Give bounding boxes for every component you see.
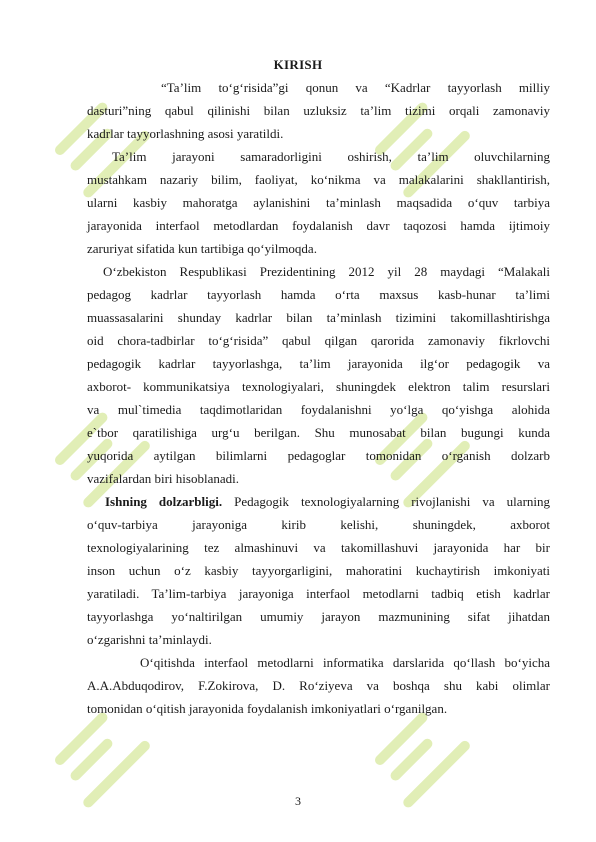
paragraph-line: oid chora-tadbirlar to‘g‘risida” qabul qilgan qarorida zamonaviy fikrlovchi xyxy=(87,333,550,348)
paragraph-line: pedagog kadrlar tayyorlash hamda o‘rta maxsus kasb-hunar ta’limi xyxy=(87,287,550,302)
paragraph-line: vazifalardan biri hisoblanadi. xyxy=(87,471,239,486)
paragraph-line: jarayonida interfaol metodlardan foydalanish davr taqozosi hamda ijtimoiy xyxy=(87,218,550,233)
paragraph-line: dasturi”ning qabul qilinishi bilan uzluksiz ta’lim tizimi orqali zamonaviy xyxy=(87,103,550,118)
paragraph-line: tayyorlashga yo‘naltirilgan umumiy jarayon mazmunining sifat jihatdan xyxy=(87,609,550,624)
paragraph-line: inson uchun o‘z kasbiy tayyorgarligini, mahoratini kuchaytirish imkoniyati xyxy=(87,563,550,578)
page-title: KIRISH xyxy=(273,57,323,72)
section-heading: Ishning dolzarbligi. xyxy=(105,494,223,509)
paragraph-line: yaratiladi. Ta’lim-tarbiya jarayoniga interfaol metodlarni tadbiq etish kadrlar xyxy=(87,586,550,601)
page-number: 3 xyxy=(295,794,301,808)
paragraph-line: va mul`timedia taqdimotlaridan foydalanishni yo‘lga qo‘yishga alohida xyxy=(87,402,550,417)
paragraph-line: kadrlar tayyorlashning asosi yaratildi. xyxy=(87,126,284,141)
paragraph-line: muassasalarini shunday kadrlar bilan ta’minlash tizimini takomillashtirishga xyxy=(87,310,550,325)
paragraph-line: texnologiyalarining tez almashinuvi va takomillashuvi jarayonida har bir xyxy=(87,540,550,555)
paragraph-line: pedagogik kadrlar tayyorlashga, ta’lim jarayonida ilg‘or pedagogik va xyxy=(87,356,550,371)
paragraph-line xyxy=(105,494,550,510)
paragraph-line: e`tbor qaratilishiga urg‘u berilgan. Shu munosabat bilan bugungi kunda xyxy=(87,425,550,440)
paragraph-line: O‘zbekiston Respublikasi Prezidentining 2012 yil 28 maydagi “Malakali xyxy=(103,264,550,279)
paragraph-line: mustahkam nazariy bilim, faoliyat, ko‘nikma va malakalarini shakllantirish, xyxy=(87,172,550,187)
paragraph-line: o‘zgarishni ta’minlaydi. xyxy=(87,632,212,647)
paragraph-line: o‘quv-tarbiya jarayoniga kirib kelishi, shuningdek, axborot xyxy=(87,517,550,532)
paragraph-line: O‘qitishda interfaol metodlarni informatika darslarida qo‘llash bo‘yicha xyxy=(140,655,550,670)
paragraph-line: zaruriyat sifatida kun tartibiga qo‘yilmoqda. xyxy=(87,241,317,256)
paragraph-line: yuqorida aytilgan bilimlarni pedagoglar tomonidan o‘rganish dolzarb xyxy=(87,448,550,463)
paragraph-line: axborot- kommunikatsiya texnologiyalari, shuningdek elektron talim resurslari xyxy=(87,379,550,394)
paragraph-line: Ta’lim jarayoni samaradorligini oshirish, ta’lim oluvchilarning xyxy=(112,149,550,164)
heading-continuation: Pedagogik texnologiyalarning rivojlanishi va ularning xyxy=(234,494,551,509)
paragraph-line: “Ta’lim to‘g‘risida”gi qonun va “Kadrlar tayyorlash milliy xyxy=(161,80,550,95)
paragraph-line: ularni kasbiy mahoratga aylanishini ta’minlash maqsadida o‘quv tarbiya xyxy=(87,195,550,210)
paragraph-line: tomonidan o‘qitish jarayonida foydalanish imkoniyatlari o‘rganilgan. xyxy=(87,701,448,716)
paragraph-line: A.A.Abduqodirov, F.Zokirova, D. Ro‘ziyeva va boshqa shu kabi olimlar xyxy=(87,678,550,693)
